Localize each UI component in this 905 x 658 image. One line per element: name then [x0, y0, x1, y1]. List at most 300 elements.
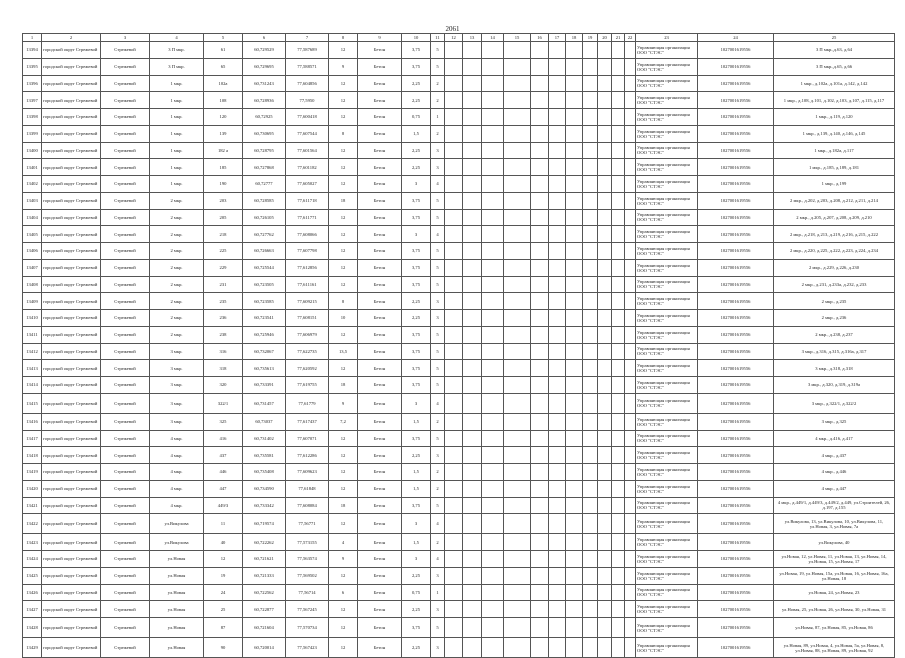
empty-cell [504, 567, 531, 584]
empty-cell [583, 109, 598, 126]
table-cell: Управляющая организация ООО "СТЭС" [636, 360, 698, 377]
empty-cell [549, 192, 566, 209]
empty-cell [625, 430, 636, 447]
empty-cell [583, 75, 598, 92]
empty-cell [549, 142, 566, 159]
empty-cell [445, 534, 463, 551]
table-cell: Управляющая организация ООО "СТЭС" [636, 480, 698, 497]
empty-cell [504, 42, 531, 59]
table-cell: 77,61848 [286, 480, 329, 497]
empty-cell [583, 176, 598, 193]
table-cell: городской округ Стрежевой [42, 259, 101, 276]
table-cell: 8 [329, 293, 358, 310]
table-cell: Управляющая организация ООО "СТЭС" [636, 42, 698, 59]
table-cell: городской округ Стрежевой [42, 75, 101, 92]
empty-cell [612, 176, 625, 193]
table-row [23, 310, 895, 327]
empty-cell [583, 58, 598, 75]
column-header: 23 [636, 34, 698, 42]
empty-cell [598, 584, 612, 601]
empty-cell [445, 226, 463, 243]
empty-cell [598, 377, 612, 394]
table-cell: 3 [431, 567, 445, 584]
table-cell: 13412 [23, 343, 42, 360]
table-cell: городской округ Стрежевой [42, 243, 101, 260]
table-row [23, 343, 895, 360]
table-cell: 40 [204, 534, 243, 551]
empty-cell [482, 42, 504, 59]
table-cell: Стрежевой [101, 567, 150, 584]
empty-cell [531, 584, 549, 601]
table-cell: Управляющая организация ООО "СТЭС" [636, 192, 698, 209]
table-cell: Управляющая организация ООО "СТЭС" [636, 601, 698, 618]
table-cell: городской округ Стрежевой [42, 58, 101, 75]
table-cell: 13415 [23, 393, 42, 413]
table-cell: 77,587689 [286, 42, 329, 59]
table-cell: 3,75 [402, 377, 431, 394]
table-cell: городской округ Стрежевой [42, 176, 101, 193]
table-cell: 77,601564 [286, 142, 329, 159]
empty-cell [549, 92, 566, 109]
empty-cell [504, 293, 531, 310]
empty-cell [583, 42, 598, 59]
empty-cell [504, 259, 531, 276]
empty-cell [598, 480, 612, 497]
empty-cell [504, 377, 531, 394]
empty-cell [598, 293, 612, 310]
table-cell: Управляющая организация ООО "СТЭС" [636, 243, 698, 260]
table-cell: 60,728936 [243, 92, 286, 109]
table-cell: 90 [204, 638, 243, 658]
table-cell: 2,25 [402, 293, 431, 310]
table-cell: 1 мкр., д.199 [774, 176, 895, 193]
table-cell: 229 [204, 259, 243, 276]
empty-cell [482, 142, 504, 159]
table-row [23, 534, 895, 551]
table-cell: 4 мкр., д.449/1, д.449/3, д.449/2, д.449, ул.Строителей, 26, д.197, д.155 [774, 497, 895, 514]
table-cell: ул.Викулова [150, 534, 204, 551]
table-cell: Стрежевой [101, 393, 150, 413]
empty-cell [566, 226, 583, 243]
empty-cell [531, 393, 549, 413]
table-cell: 3,75 [402, 259, 431, 276]
table-cell: 3,75 [402, 430, 431, 447]
empty-cell [598, 430, 612, 447]
table-cell: 3,75 [402, 42, 431, 59]
table-cell: 1027001619556 [698, 618, 774, 638]
empty-cell [612, 447, 625, 464]
empty-cell [625, 377, 636, 394]
empty-cell [566, 42, 583, 59]
table-cell: 4 мкр., д.447 [774, 480, 895, 497]
table-cell: 318 [204, 360, 243, 377]
table-cell: Управляющая организация ООО "СТЭС" [636, 534, 698, 551]
empty-cell [549, 109, 566, 126]
table-row [23, 567, 895, 584]
empty-cell [566, 243, 583, 260]
empty-cell [625, 142, 636, 159]
table-cell: Стрежевой [101, 377, 150, 394]
table-cell: 3,75 [402, 360, 431, 377]
table-cell: 5 [431, 243, 445, 260]
empty-cell [566, 584, 583, 601]
table-cell: 77,604856 [286, 75, 329, 92]
empty-cell [531, 377, 549, 394]
empty-cell [598, 125, 612, 142]
empty-cell [566, 142, 583, 159]
empty-cell [549, 567, 566, 584]
table-cell: Стрежевой [101, 310, 150, 327]
empty-cell [482, 310, 504, 327]
table-cell: Управляющая организация ООО "СТЭС" [636, 310, 698, 327]
empty-cell [625, 393, 636, 413]
empty-cell [504, 534, 531, 551]
empty-cell [463, 601, 482, 618]
table-cell: 5 [431, 58, 445, 75]
empty-cell [445, 259, 463, 276]
table-cell: ул.Новая [150, 567, 204, 584]
table-cell: 3 мкр., д.318, д.318 [774, 360, 895, 377]
empty-cell [463, 464, 482, 481]
empty-cell [598, 360, 612, 377]
empty-cell [583, 551, 598, 568]
empty-cell [445, 638, 463, 658]
table-cell: 13402 [23, 176, 42, 193]
empty-cell [598, 413, 612, 430]
table-cell: 1027001619556 [698, 480, 774, 497]
table-cell: 5 [431, 259, 445, 276]
table-cell: 77,5950 [286, 92, 329, 109]
empty-cell [625, 75, 636, 92]
table-cell: 60,729529 [243, 42, 286, 59]
empty-cell [504, 618, 531, 638]
table-cell: 13404 [23, 209, 42, 226]
empty-cell [598, 58, 612, 75]
table-cell: 60,731243 [243, 75, 286, 92]
empty-cell [482, 125, 504, 142]
table-cell: Управляющая организация ООО "СТЭС" [636, 58, 698, 75]
empty-cell [625, 360, 636, 377]
table-cell: Стрежевой [101, 125, 150, 142]
column-header: 11 [431, 34, 445, 42]
empty-cell [445, 480, 463, 497]
empty-cell [549, 514, 566, 534]
table-cell: 4 мкр. [150, 480, 204, 497]
empty-cell [625, 192, 636, 209]
table-cell: 60,730695 [243, 125, 286, 142]
column-header: 24 [698, 34, 774, 42]
empty-cell [612, 393, 625, 413]
empty-cell [445, 360, 463, 377]
empty-cell [504, 343, 531, 360]
table-cell: 1027001619556 [698, 75, 774, 92]
empty-cell [463, 393, 482, 413]
empty-cell [598, 343, 612, 360]
empty-cell [531, 480, 549, 497]
table-cell: 13406 [23, 243, 42, 260]
empty-cell [463, 159, 482, 176]
table-cell: 13424 [23, 551, 42, 568]
table-cell: 5 [431, 326, 445, 343]
empty-cell [612, 243, 625, 260]
table-cell: 120 [204, 109, 243, 126]
table-cell: ул.Викулова, 13, ул.Викулова, 10, ул.Викулова, 11, ул.Новая, 3, ул.Новая, 7а [774, 514, 895, 534]
table-cell: 60,722877 [243, 601, 286, 618]
empty-cell [612, 159, 625, 176]
table-cell: 2 мкр. [150, 310, 204, 327]
table-cell: 3 мкр., д.316, д.315, д.316а, д.317 [774, 343, 895, 360]
table-cell: 4 [431, 514, 445, 534]
table-cell: городской округ Стрежевой [42, 413, 101, 430]
table-row [23, 192, 895, 209]
empty-cell [625, 176, 636, 193]
empty-cell [445, 430, 463, 447]
table-cell: 2 мкр., д.202, д.203, д.208, д.212, д.211, д.214 [774, 192, 895, 209]
table-cell: 77,612286 [286, 447, 329, 464]
table-cell: 1 мкр., д.185, д.189, д.181 [774, 159, 895, 176]
table-cell: 203 [204, 192, 243, 209]
table-cell: Бетон [358, 551, 402, 568]
table-cell: 1027001619556 [698, 42, 774, 59]
table-cell: 60,72925 [243, 109, 286, 126]
table-cell: 60,721604 [243, 618, 286, 638]
empty-cell [504, 430, 531, 447]
table-cell: 13395 [23, 58, 42, 75]
empty-cell [566, 638, 583, 658]
empty-cell [598, 259, 612, 276]
table-cell: 60,729695 [243, 58, 286, 75]
empty-cell [598, 92, 612, 109]
table-cell: городской округ Стрежевой [42, 159, 101, 176]
empty-cell [612, 209, 625, 226]
column-header: 22 [625, 34, 636, 42]
table-cell: 1027001619556 [698, 567, 774, 584]
table-cell: 2 мкр., д.238, д.237 [774, 326, 895, 343]
table-cell: 77,608084 [286, 497, 329, 514]
empty-cell [612, 192, 625, 209]
table-cell: Стрежевой [101, 176, 150, 193]
table-cell: 12 [329, 276, 358, 293]
empty-cell [504, 276, 531, 293]
column-header: 7 [286, 34, 329, 42]
empty-cell [598, 209, 612, 226]
table-cell: 3,75 [402, 343, 431, 360]
empty-cell [482, 480, 504, 497]
empty-cell [482, 58, 504, 75]
table-cell: 13421 [23, 497, 42, 514]
table-cell: 1 мкр. [150, 109, 204, 126]
empty-cell [566, 343, 583, 360]
table-cell: Бетон [358, 514, 402, 534]
table-cell: Управляющая организация ООО "СТЭС" [636, 567, 698, 584]
empty-cell [504, 125, 531, 142]
empty-cell [445, 276, 463, 293]
table-cell: 1 мкр., д.108, д.101, д.102, д.103, д.107, д.115, д.117 [774, 92, 895, 109]
empty-cell [504, 326, 531, 343]
table-cell: 3 [431, 601, 445, 618]
register-table [22, 33, 895, 658]
empty-cell [549, 326, 566, 343]
table-cell: городской округ Стрежевой [42, 584, 101, 601]
empty-cell [463, 360, 482, 377]
table-cell: 2 мкр., д.220, д.225, д.222, д.223, д.224, д.234 [774, 243, 895, 260]
empty-cell [482, 413, 504, 430]
table-cell: 60,721333 [243, 567, 286, 584]
table-cell: Управляющая организация ООО "СТЭС" [636, 464, 698, 481]
table-cell: 13397 [23, 92, 42, 109]
empty-cell [482, 567, 504, 584]
empty-cell [625, 534, 636, 551]
empty-cell [549, 618, 566, 638]
empty-cell [583, 534, 598, 551]
table-cell: 2,25 [402, 601, 431, 618]
table-cell: 3 [402, 176, 431, 193]
empty-cell [625, 159, 636, 176]
table-cell: Стрежевой [101, 480, 150, 497]
empty-cell [598, 243, 612, 260]
table-cell: Стрежевой [101, 109, 150, 126]
table-cell: Управляющая организация ООО "СТЭС" [636, 209, 698, 226]
table-cell: 1027001619556 [698, 638, 774, 658]
empty-cell [531, 42, 549, 59]
column-header: 8 [329, 34, 358, 42]
empty-cell [463, 584, 482, 601]
table-cell: 13428 [23, 618, 42, 638]
table-cell: 77,607544 [286, 125, 329, 142]
table-cell: Бетон [358, 109, 402, 126]
table-cell: 316 [204, 343, 243, 360]
table-cell: 1027001619556 [698, 343, 774, 360]
empty-cell [531, 601, 549, 618]
empty-cell [482, 259, 504, 276]
empty-cell [504, 601, 531, 618]
table-cell: 2,25 [402, 567, 431, 584]
table-cell: 4 [329, 534, 358, 551]
table-cell: Бетон [358, 413, 402, 430]
table-cell: 11 [204, 514, 243, 534]
empty-cell [566, 430, 583, 447]
empty-cell [531, 464, 549, 481]
table-cell: 236 [204, 310, 243, 327]
table-row [23, 377, 895, 394]
table-cell: 13400 [23, 142, 42, 159]
empty-cell [531, 310, 549, 327]
empty-cell [583, 618, 598, 638]
empty-cell [583, 159, 598, 176]
table-cell: ул.Новая, 24, ул.Новая, 23 [774, 584, 895, 601]
table-cell: 19 [204, 567, 243, 584]
empty-cell [612, 480, 625, 497]
table-cell: 77,612856 [286, 259, 329, 276]
table-cell: 4 мкр., д.416, д.417 [774, 430, 895, 447]
table-row [23, 58, 895, 75]
table-cell: 13429 [23, 638, 42, 658]
empty-cell [482, 534, 504, 551]
table-cell: 1 мкр. [150, 176, 204, 193]
empty-cell [625, 618, 636, 638]
empty-cell [531, 142, 549, 159]
table-cell: 3 П мкр. [150, 58, 204, 75]
table-cell: 60,726663 [243, 243, 286, 260]
table-cell: Бетон [358, 226, 402, 243]
empty-cell [504, 226, 531, 243]
table-row [23, 92, 895, 109]
empty-cell [549, 360, 566, 377]
table-cell: 1027001619556 [698, 192, 774, 209]
empty-cell [625, 42, 636, 59]
table-cell: 77,570734 [286, 618, 329, 638]
table-cell: Стрежевой [101, 514, 150, 534]
table-cell: 77,588571 [286, 58, 329, 75]
empty-cell [612, 276, 625, 293]
empty-cell [463, 551, 482, 568]
empty-cell [504, 243, 531, 260]
table-cell: Стрежевой [101, 192, 150, 209]
empty-cell [625, 343, 636, 360]
table-cell: 1 мкр. [150, 75, 204, 92]
table-cell: 12 [329, 567, 358, 584]
table-cell: Бетон [358, 618, 402, 638]
empty-cell [566, 514, 583, 534]
empty-cell [566, 276, 583, 293]
table-cell: 1027001619556 [698, 109, 774, 126]
table-row [23, 125, 895, 142]
table-cell: 235 [204, 293, 243, 310]
empty-cell [445, 58, 463, 75]
empty-cell [566, 618, 583, 638]
empty-cell [531, 413, 549, 430]
table-cell: 4 мкр. [150, 497, 204, 514]
empty-cell [566, 75, 583, 92]
empty-cell [463, 293, 482, 310]
empty-cell [445, 159, 463, 176]
table-cell: 9 [329, 58, 358, 75]
table-cell: 3 мкр. [150, 377, 204, 394]
empty-cell [504, 192, 531, 209]
empty-cell [583, 514, 598, 534]
table-cell: Стрежевой [101, 551, 150, 568]
empty-cell [445, 464, 463, 481]
empty-cell [583, 601, 598, 618]
empty-cell [504, 638, 531, 658]
empty-cell [531, 447, 549, 464]
table-cell: 13423 [23, 534, 42, 551]
empty-cell [583, 209, 598, 226]
table-cell: 2,25 [402, 638, 431, 658]
empty-cell [598, 276, 612, 293]
empty-cell [445, 192, 463, 209]
table-cell: 60,721621 [243, 551, 286, 568]
table-cell: 60,728585 [243, 192, 286, 209]
empty-cell [598, 393, 612, 413]
table-cell: городской округ Стрежевой [42, 310, 101, 327]
table-cell: Стрежевой [101, 75, 150, 92]
table-cell: Стрежевой [101, 92, 150, 109]
table-cell: 2 [431, 534, 445, 551]
empty-cell [549, 464, 566, 481]
table-cell: Управляющая организация ООО "СТЭС" [636, 343, 698, 360]
table-cell: Бетон [358, 601, 402, 618]
table-row [23, 497, 895, 514]
column-header: 18 [566, 34, 583, 42]
table-cell: ул.Новая [150, 601, 204, 618]
empty-cell [531, 75, 549, 92]
empty-cell [531, 638, 549, 658]
table-row [23, 75, 895, 92]
empty-cell [463, 343, 482, 360]
empty-cell [549, 310, 566, 327]
table-cell: 322/1 [204, 393, 243, 413]
